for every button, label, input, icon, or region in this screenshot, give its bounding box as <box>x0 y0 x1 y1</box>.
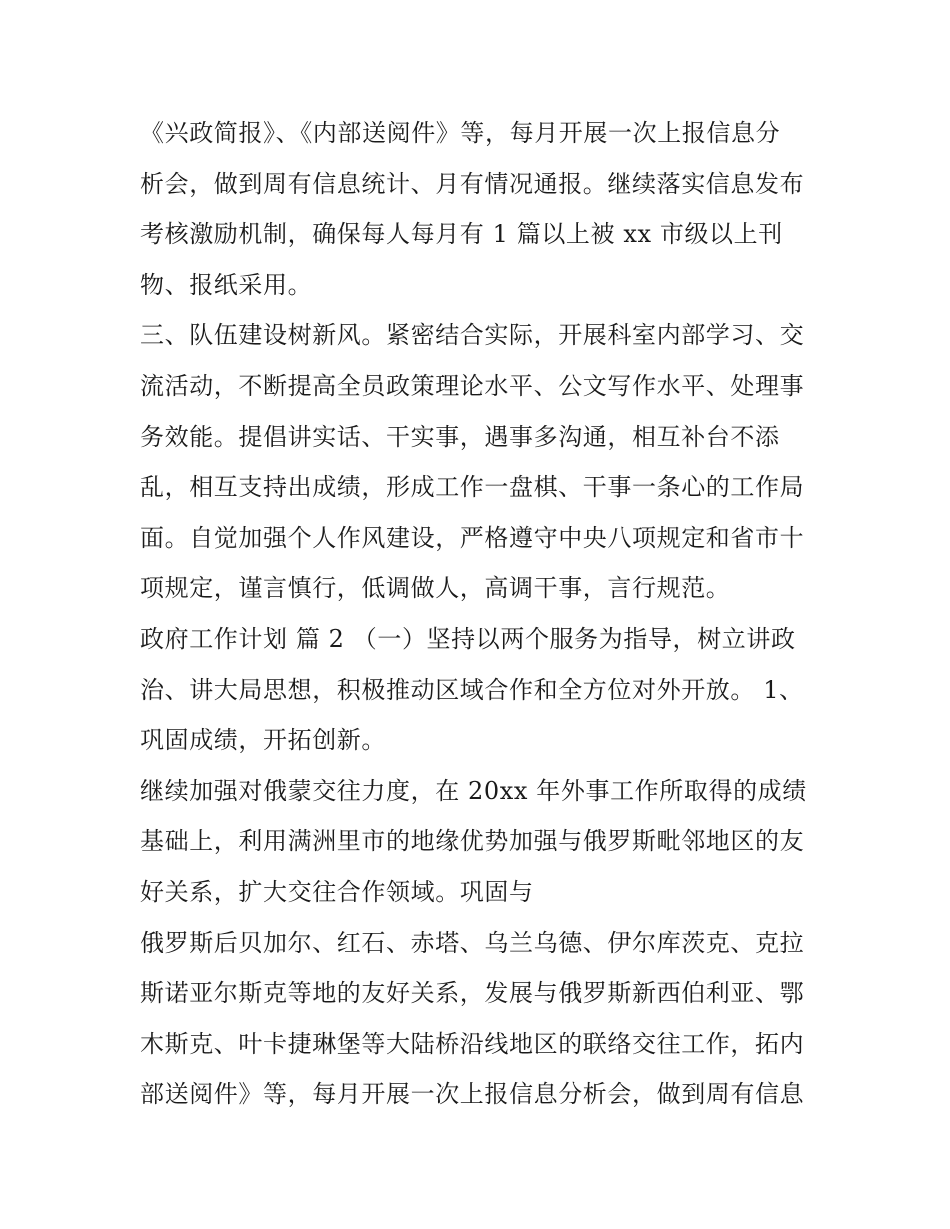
text-line: 流活动，不断提高全员政策理论水平、公文写作水平、处理事 <box>140 371 805 400</box>
text-line: 《兴政简报》、《内部送阅件》等，每月开展一次上报信息分 <box>140 119 781 147</box>
text-line: 俄罗斯后贝加尔、红石、赤塔、乌兰乌德、伊尔库茨克、克拉 <box>140 928 805 957</box>
text-line: 面。自觉加强个人作风建设，严格遵守中央八项规定和省市十 <box>140 523 805 552</box>
text-line: 治、讲大局思想，积极推动区域合作和全方位对外开放。 1、 <box>140 675 804 704</box>
text-line: 务效能。提倡讲实话、干实事，遇事多沟通，相互补台不添 <box>140 422 780 451</box>
text-line: 项规定，谨言慎行，低调做人，高调干事，言行规范。 <box>140 574 731 603</box>
document-body <box>140 108 820 1120</box>
text-line: 析会，做到周有信息统计、月有情况通报。继续落实信息发布 <box>140 169 805 198</box>
text-line: 木斯克、叶卡捷琳堡等大陆桥沿线地区的联络交往工作，拓内 <box>140 1029 805 1058</box>
text-line: 部送阅件》等，每月开展一次上报信息分析会，做到周有信息 <box>140 1080 805 1109</box>
text-line: 巩固成绩，开拓创新。 <box>140 726 386 755</box>
text-line: 继续加强对俄蒙交往力度，在 20xx 年外事工作所取得的成绩 <box>140 776 807 805</box>
text-line: 三、队伍建设树新风。紧密结合实际，开展科室内部学习、交 <box>140 321 805 350</box>
text-line: 乱，相互支持出成绩，形成工作一盘棋、干事一条心的工作局 <box>140 473 805 502</box>
text-line: 好关系，扩大交往合作领域。巩固与 <box>140 877 534 906</box>
text-line: 政府工作计划 篇 2 （一）坚持以两个服务为指导，树立讲政 <box>140 624 796 653</box>
text-line: 物、报纸采用。 <box>140 270 313 299</box>
text-line: 斯诺亚尔斯克等地的友好关系，发展与俄罗斯新西伯利亚、鄂 <box>140 979 805 1008</box>
text-line: 考核激励机制，确保每人每月有 1 篇以上被 xx 市级以上刊 <box>140 220 783 249</box>
text-line: 基础上，利用满洲里市的地缘优势加强与俄罗斯毗邻地区的友 <box>140 827 805 856</box>
